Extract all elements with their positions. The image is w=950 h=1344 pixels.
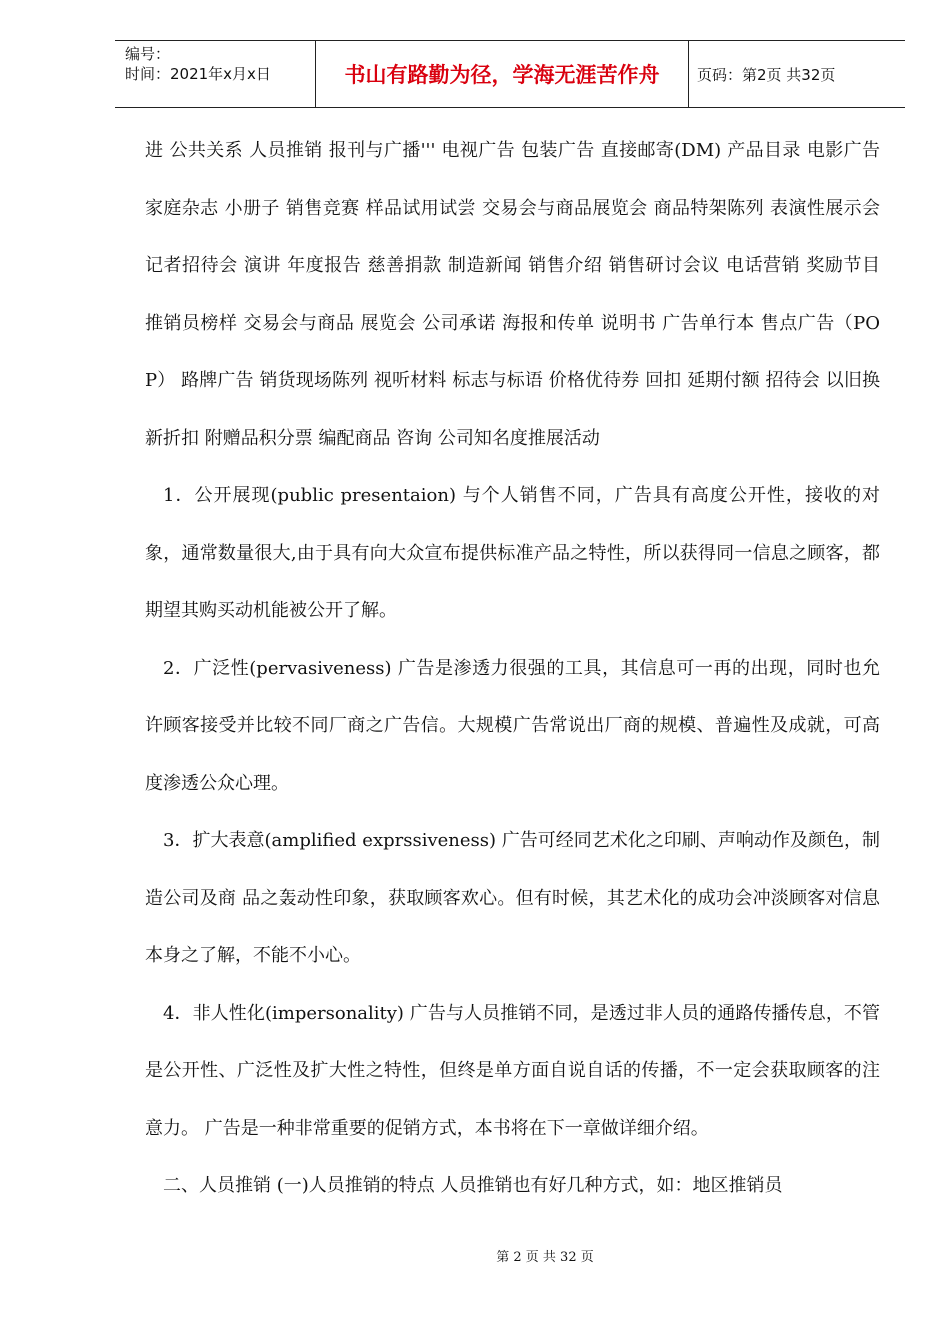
paragraph-personal-selling: 二、人员推销 (一)人员推销的特点 人员推销也有好几种方式，如：地区推销员 [163,1175,783,1196]
header-page-info: 页码：第2页 共32页 [697,65,836,84]
header-divider [315,41,316,107]
paragraph-impersonality: 4．非人性化(impersonality) 广告与人员推销不同，是透过非人员的通路传播传息，不管是公开性、广泛性及扩大性之特性，但终是单方面自说自话的传播，不一定会获取顾客的注意力。 广告是一种非常重要的促销方式，本书将在下一章做详细介绍。 [145,1002,880,1139]
header-meta [125,44,315,84]
header-divider [688,41,689,107]
document-number-label: 编号： [125,45,171,63]
paragraph-pervasiveness: 2．广泛性(pervasiveness) 广告是渗透力很强的工具，其信息可一再的出现，同时也允许顾客接受并比较不同厂商之广告信。大规模广告常说出厂商的规模、普遍性及成就，可高度渗透公众心理。 [145,657,880,794]
document-time-label: 时间：2021年x月x日 [125,65,271,83]
document-body [145,122,880,1215]
paragraph-public-presentation: 1．公开展现(public presentaion) 与个人销售不同，广告具有高度公开性，接收的对象，通常数量很大,由于具有向大众宣布提供标准产品之特性，所以获得同一信息之顾客，都期望其购买动机能被公开了解。 [145,485,880,621]
paragraph-promotion-tools: 进 公共关系 人员推销 报刊与广播''' 电视广告 包装广告 直接邮寄(DM) 产品目录 电影广告 家庭杂志 小册子 销售竞赛 样品试用试尝 交易会与商品展览会 商品特架陈列 表演性展示会 记者招待会 演讲 年度报告 慈善捐款 制造新闻 销售介绍 销售研讨会议 电话营销 奖励节目 推销员榜样 交易会与商品 展览会 公司承诺 海报和传单 说明书 广告单行本 售点广告（POP） 路牌广告 销货现场陈列 视听材料 标志与标语 价格优待券 回扣 延期付额 招待会 以旧换新折扣 附赠品积分票 编配商品 咨询 公司知名度推展活动 [145,140,880,449]
footer-page-number: 第 2 页 共 32 页 [496,1250,594,1265]
header-motto: 书山有路勤为径，学海无涯苦作舟 [344,63,660,87]
paragraph-amplified-expressiveness: 3．扩大表意(amplified exprssiveness) 广告可经同艺术化之印刷、声响动作及颜色，制造公司及商 品之轰动性印象，获取顾客欢心。但有时候，其艺术化的成功会冲淡顾客对信息本身之了解，不能不小心。 [145,830,880,966]
page-footer [0,1246,950,1265]
page-header [115,40,905,108]
